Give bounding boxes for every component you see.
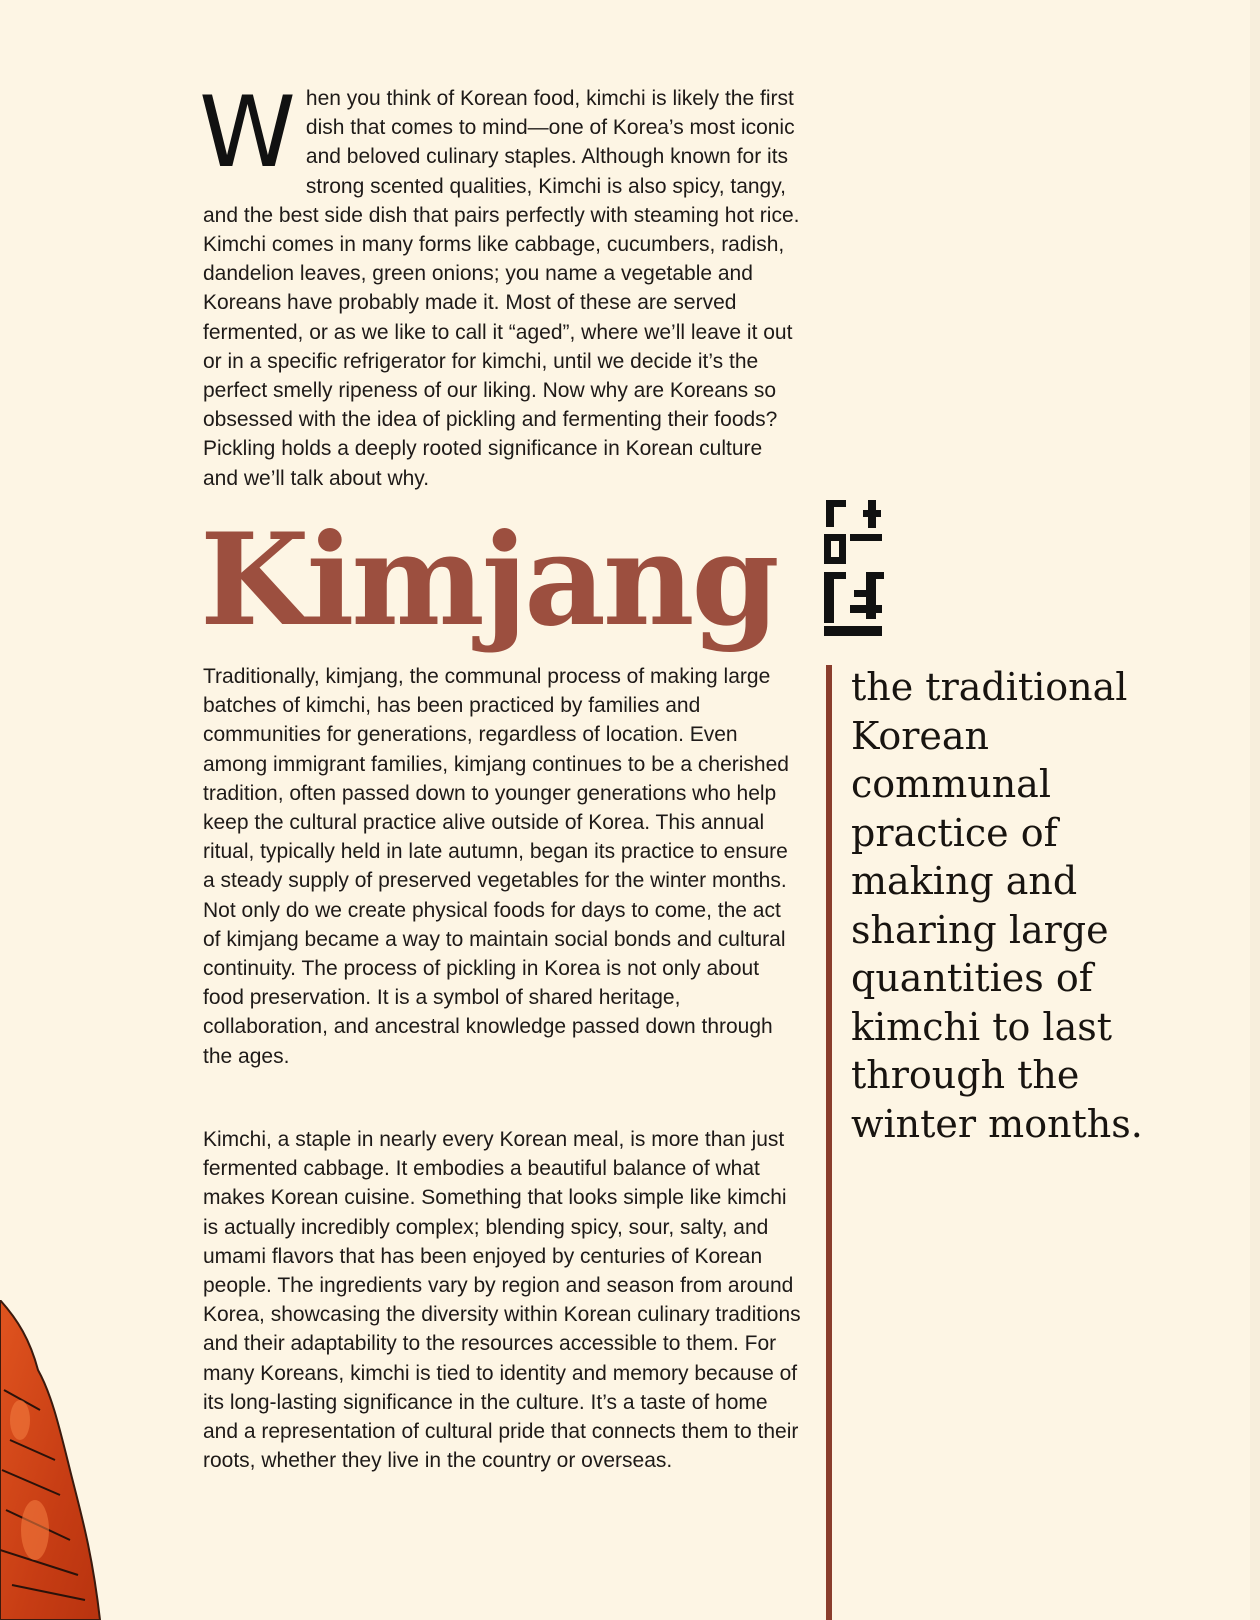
page-edge: [1250, 0, 1260, 1620]
kimchi-illustration: [0, 1300, 110, 1620]
intro-paragraph: [199, 76, 803, 493]
body-paragraph-1: Traditionally, kimjang, the communal process of making large batches of kimchi, has been practiced by families and communities for generations, regardless of location. Even among immigrant families, kimjang continues to be a cherished tradition, often passed down to younger generations who help keep the cultural practice alive outside of Korea. This annual ritual, typically held in late autumn, began its practice to ensure a steady supply of preserved vegetables for the winter months. Not only do we create physical foods for days to come, the act of kimjang became a way to maintain social bonds and cultural continuity. The process of pickling in Korea is not only about food preservation. It is a symbol of shared heritage, collaboration, and ancestral knowledge passed down through the ages.: [203, 665, 789, 1068]
vertical-rule: [826, 665, 832, 1620]
pullquote: the traditional Korean communal practice of making and sharing large quantities of kimchi to last through the winter months.: [851, 665, 1143, 1146]
drop-cap: W: [199, 76, 296, 190]
intro-text: hen you think of Korean food, kimchi is likely the first dish that comes to mind—one of Korea’s most iconic and beloved culinary staples. Although known for its strong scented qualities, Kimchi is also spicy, tangy, and the best side dish that pairs perfectly with steaming hot rice. Kimchi comes in many forms like cabbage, cucumbers, radish, dandelion leaves, green onions; you name a vegetable and Koreans have probably made it. Most of these are served fermented, or as we like to call it “aged”, where we’ll leave it out or in a specific refrigerator for kimchi, until we decide it’s the perfect smelly ripeness of our liking. Now why are Koreans so obsessed with the idea of pickling and fermenting their foods? Pickling holds a deeply rooted significance in Korean culture and we’ll talk about why.: [203, 87, 800, 490]
body-paragraph-2: Kimchi, a staple in nearly every Korean meal, is more than just fermented cabbage. It embodies a beautiful balance of what makes Korean cuisine. Something that looks simple like kimchi is actually incredibly complex; blending spicy, sour, salty, and umami flavors that has been enjoyed by centuries of Korean people. The ingredients vary by region and season from around Korea, showcasing the diversity within Korean culinary traditions and their adaptability to the resources accessible to them. For many Koreans, kimchi is tied to identity and memory because of its long-lasting significance in the culture. It’s a taste of home and a representation of cultural pride that connects them to their roots, whether they live in the country or overseas.: [203, 1128, 801, 1473]
section-heading: Kimjang: [200, 506, 777, 654]
hangul-kimjang-icon: [820, 500, 900, 640]
